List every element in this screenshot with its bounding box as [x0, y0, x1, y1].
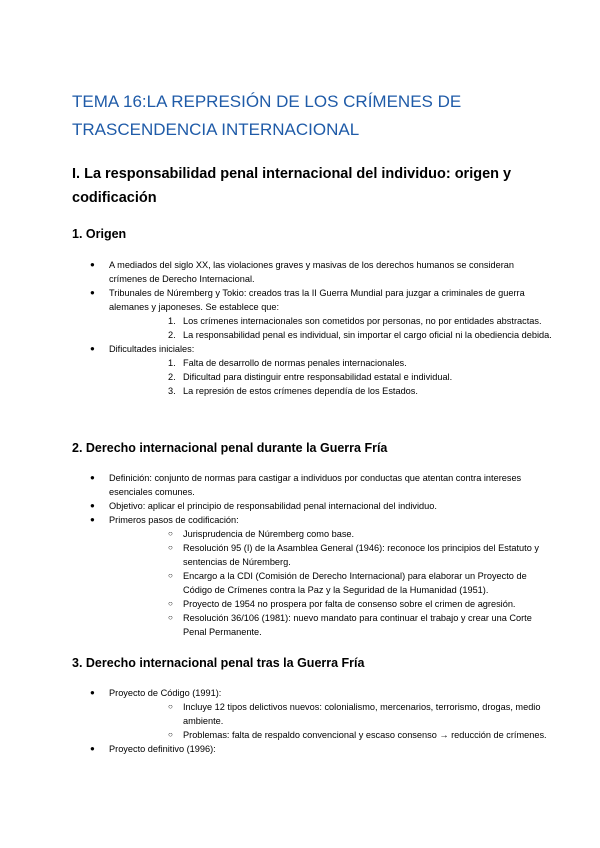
list-item: ● A mediados del siglo XX, las violaciones graves y masivas de los derechos humanos se consideran crímenes de Derecho Internacional. [90, 260, 514, 284]
circle-bullet-icon: ○ [168, 702, 173, 711]
list-item: ○ Problemas: falta de respaldo convencional y escaso consenso → reducción de crímenes. [168, 730, 547, 740]
bullet-icon: ● [90, 473, 95, 482]
list-item: ○ Resolución 36/106 (1981): nuevo mandato para continuar el trabajo y crear una Corte Penal Permanente. [168, 613, 532, 637]
list-item: ● Proyecto definitivo (1996): [90, 744, 216, 754]
circle-bullet-icon: ○ [168, 543, 173, 552]
sub-list [109, 314, 552, 342]
sub-list [109, 356, 552, 398]
sub-list [109, 700, 552, 742]
bullet-icon: ● [90, 260, 95, 269]
guerra-fria-list [72, 471, 552, 639]
bullet-icon: ● [90, 344, 95, 353]
list-item: 3. La represión de estos crímenes dependía de los Estados. [168, 386, 418, 396]
bullet-icon: ● [90, 501, 95, 510]
list-item: ● Objetivo: aplicar el principio de responsabilidad penal internacional del individuo. [90, 501, 437, 511]
list-item: 1. Los crímenes internacionales son cometidos por personas, no por entidades abstractas. [168, 316, 542, 326]
list-item: ● Definición: conjunto de normas para castigar a individuos por conductas que atentan contra intereses esenciales comunes. [90, 473, 522, 497]
list-item: ○ Incluye 12 tipos delictivos nuevos: colonialismo, mercenarios, terrorismo, drogas, medio ambiente. [168, 702, 541, 726]
subsection-heading-tras-guerra-fria: 3. Derecho internacional penal tras la Guerra Fría [72, 656, 365, 670]
list-item: ● Dificultades iniciales: 1. Falta de desarrollo de normas penales internacionales. 2. Dificultad para distinguir entre responsabilidad estatal e individual. 3. La represión de estos crímenes dependía de los Estados. [72, 342, 552, 398]
list-item: 1. Falta de desarrollo de normas penales internacionales. [168, 358, 407, 368]
list-item: ○ Resolución 95 (I) de la Asamblea General (1946): reconoce los principios del Estatuto y sentencias de Núremberg. [168, 543, 539, 567]
subsection-heading-guerra-fria: 2. Derecho internacional penal durante la Guerra Fría [72, 441, 388, 455]
sub-list [109, 527, 552, 639]
list-item: 2. Dificultad para distinguir entre responsabilidad estatal e individual. [168, 372, 453, 382]
origen-list [72, 258, 552, 398]
list-item: ● Primeros pasos de codificación: ○ Jurisprudencia de Núremberg como base. ○ Resolución 95 (I) de la Asamblea General (1946): reconoce los principios del Estatuto y sentencias de Núremberg. ○ Encargo a la CDI (Comisión de Derecho Internacional) para elaborar un Proyecto de Código de Crímenes contra la Paz y la Seguridad de la Humanidad (1951). ○ Proyecto de 1954 no prospera por falta de consenso sobre el crimen de agresión. ○ Resolución 36/106 (1981): nuevo mandato para continuar el trabajo y crear una Corte Penal Permanente. [72, 513, 552, 639]
list-item: ○ Encargo a la CDI (Comisión de Derecho Internacional) para elaborar un Proyecto de Código de Crímenes contra la Paz y la Seguridad de la Humanidad (1951). [168, 571, 527, 595]
list-item: 2. La responsabilidad penal es individual, sin importar el cargo oficial ni la obediencia debida. [168, 330, 552, 340]
circle-bullet-icon: ○ [168, 613, 173, 622]
bullet-icon: ● [90, 744, 95, 753]
bullet-icon: ● [90, 515, 95, 524]
list-item: ● Tribunales de Núremberg y Tokio: creados tras la II Guerra Mundial para juzgar a criminales de guerra alemanes y japoneses. Se establece que: 1. Los crímenes internacionales son cometidos por personas, no por entidades abstractas. 2. La responsabilidad penal es individual, sin importar el cargo oficial ni la obediencia debida. [90, 288, 552, 340]
circle-bullet-icon: ○ [168, 599, 173, 608]
section-heading: I. La responsabilidad penal internacional del individuo: origen y codificación [72, 166, 512, 206]
document-title: TEMA 16:LA REPRESIÓN DE LOS CRÍMENES DE TRASCENDENCIA INTERNACIONAL [72, 92, 462, 139]
list-item: ○ Jurisprudencia de Núremberg como base. [168, 529, 355, 539]
list-item: ○ Proyecto de 1954 no prospera por falta de consenso sobre el crimen de agresión. [168, 599, 516, 609]
bullet-icon: ● [90, 288, 95, 297]
circle-bullet-icon: ○ [168, 529, 173, 538]
tras-guerra-fria-list [72, 686, 552, 756]
circle-bullet-icon: ○ [168, 571, 173, 580]
subsection-heading-origen: 1. Origen [72, 227, 127, 241]
bullet-icon: ● [90, 688, 95, 697]
circle-bullet-icon: ○ [168, 730, 173, 739]
list-item: ● Proyecto de Código (1991): ○ Incluye 12 tipos delictivos nuevos: colonialismo, mercenarios, terrorismo, drogas, medio ambiente. ○ Problemas: falta de respaldo convencional y escaso consenso → reducción de crímenes. [72, 686, 552, 742]
